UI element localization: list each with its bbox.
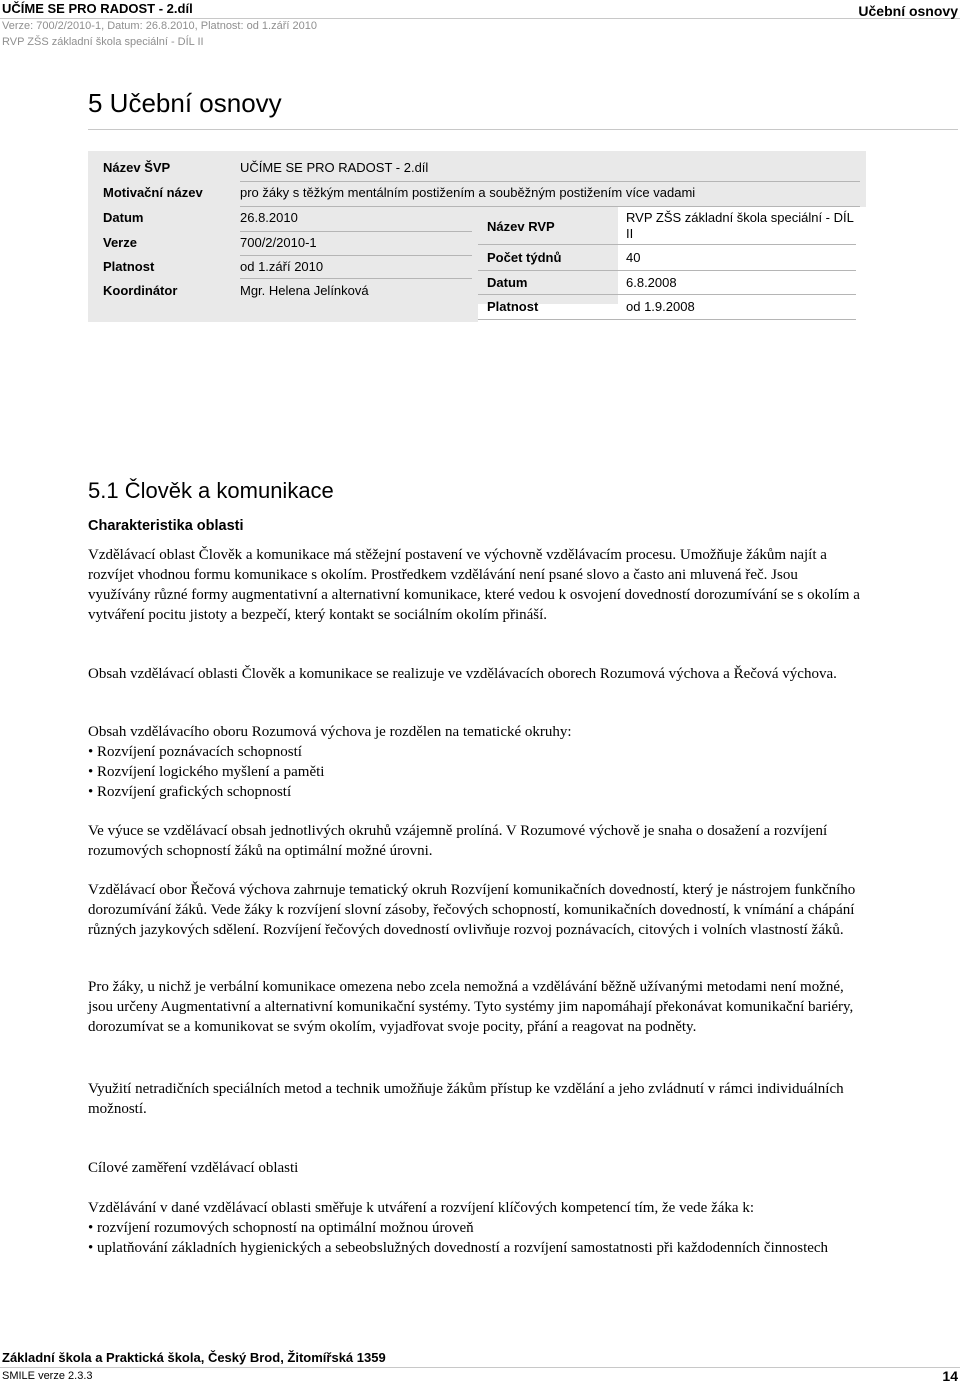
meta-value-koordinator: Mgr. Helena Jelínková — [240, 283, 369, 298]
rvp-value-datum: 6.8.2008 — [626, 275, 677, 290]
paragraph-heading: Cílové zaměření vzdělávací oblasti — [88, 1160, 299, 1176]
meta-divider — [240, 278, 472, 279]
header-rule — [0, 18, 960, 19]
list-item: • uplatňování základních hygienických a sebeobslužných dovedností a rozvíjení samostatnosti při každodenních činnostech — [88, 1238, 863, 1258]
header-document-title: UČÍME SE PRO RADOST - 2.díl — [2, 1, 193, 16]
meta-value-datum: 26.8.2010 — [240, 210, 298, 225]
meta-label-verze: Verze — [103, 235, 137, 250]
meta-value-motivacni-nazev: pro žáky s těžkým mentálním postižením a souběžným postižením více vadami — [240, 185, 696, 200]
meta-label-koordinator: Koordinátor — [103, 283, 178, 298]
paragraph-text: Vzdělávací oblast Člověk a komunikace má stěžejní postavení ve výchovně vzdělávacím procesu. Umožňuje žákům najít a rozvíjet vhodnou formu komunikace s okolím. Prostředkem vzdělávání není psané slovo a často ani mluvená řeč. Jsou využívány různé formy augmentativní a alternativní komunikace, které vedou k osvojení dovedností dorozumívání se s okolím a vytváření pocitu jistoty a bezpečí, který kontakt se sociálním okolím přináší. — [88, 547, 860, 623]
paragraph-vyuka — [88, 821, 863, 861]
meta-label-motivacni-nazev: Motivační název — [103, 185, 203, 200]
rvp-divider — [478, 319, 856, 320]
list-item: • Rozvíjení logického myšlení a paměti — [88, 762, 863, 782]
meta-divider — [240, 255, 472, 256]
meta-label-datum: Datum — [103, 210, 144, 225]
meta-value-nazev-svp: UČÍME SE PRO RADOST - 2.díl — [240, 160, 429, 175]
rvp-label-nazev: Název RVP — [487, 219, 555, 234]
section-title: 5.1 Člověk a komunikace — [88, 478, 334, 503]
paragraph-recova-vychova — [88, 880, 863, 940]
paragraph-text: Vzdělávací obor Řečová výchova zahrnuje tematický okruh Rozvíjení komunikačních dovedností, který je nástrojem funkčního dorozumívání žáků. Vede žáky k rozvíjení slovní zásoby, řečových schopností, komunikačních dovedností, k vnímání a chápání různých jazykových sdělení. Rozvíjení řečových dovedností ovlivňuje rozvoj poznávacích, citových i volních vlastností žáků. — [88, 882, 856, 938]
meta-label-platnost: Platnost — [103, 259, 155, 274]
paragraph-rozumova-vychova — [88, 722, 863, 802]
rvp-metadata-box — [478, 207, 866, 322]
header-rvp-info: RVP ZŠS základní škola speciální - DÍL II — [2, 36, 204, 48]
rvp-divider — [478, 294, 856, 295]
rvp-value-platnost: od 1.9.2008 — [626, 299, 695, 314]
heading-cilove-zamereni — [88, 1158, 863, 1178]
paragraph-text: Obsah vzdělávací oblasti Člověk a komunikace se realizuje ve vzdělávacích oborech Rozumová výchova a Řečová výchova. — [88, 666, 837, 682]
rvp-divider — [478, 244, 856, 245]
list-item: • rozvíjení rozumových schopností na optimální možnou úroveň — [88, 1218, 863, 1238]
footer-rule — [0, 1367, 960, 1368]
paragraph-metody — [88, 1079, 863, 1119]
meta-value-platnost: od 1.září 2010 — [240, 259, 324, 274]
footer-school-name: Základní škola a Praktická škola, Český Brod, Žitomířská 1359 — [2, 1350, 386, 1365]
paragraph-text: Obsah vzdělávacího oboru Rozumová výchova je rozdělen na tematické okruhy: — [88, 724, 572, 740]
meta-divider — [240, 181, 860, 182]
rvp-label-datum: Datum — [487, 275, 528, 290]
paragraph-aak — [88, 977, 863, 1037]
meta-label-nazev-svp: Název ŠVP — [103, 160, 171, 175]
footer-version: SMILE verze 2.3.3 — [2, 1370, 93, 1382]
meta-divider — [240, 231, 472, 232]
page-number: 14 — [942, 1368, 958, 1384]
rvp-divider — [478, 270, 856, 271]
svp-metadata-box — [88, 151, 866, 322]
chapter-title: 5 Učební osnovy — [88, 88, 282, 118]
paragraph-text: Ve výuce se vzdělávací obsah jednotlivých okruhů vzájemně prolíná. V Rozumové výchově je snaha o dosažení a rozvíjení rozumových schopností žáků na optimální možné úrovni. — [88, 823, 828, 859]
chapter-rule — [88, 129, 958, 130]
list-item: • Rozvíjení grafických schopností — [88, 782, 863, 802]
paragraph-text: Využití netradičních speciálních metod a technik umožňuje žákům přístup ke vzdělání a jeho zvládnutí v rámci individuálních možností. — [88, 1081, 844, 1117]
rvp-label-platnost: Platnost — [487, 299, 539, 314]
paragraph-oblast — [88, 664, 863, 684]
meta-value-verze: 700/2/2010-1 — [240, 235, 317, 250]
paragraph-text: Vzdělávání v dané vzdělávací oblasti směřuje k utváření a rozvíjení klíčových kompetencí tím, že vede žáka k: — [88, 1200, 754, 1216]
section-subtitle: Charakteristika oblasti — [88, 518, 244, 534]
paragraph-intro — [88, 545, 863, 625]
paragraph-kompetence — [88, 1198, 863, 1258]
list-item: • Rozvíjení poznávacích schopností — [88, 742, 863, 762]
paragraph-text: Pro žáky, u nichž je verbální komunikace omezena nebo zcela nemožná a vzdělávání běžně užívanými metodami není možné, jsou určeny Augmentativní a alternativní komunikační systémy. Tyto systémy jim napomáhají překonávat komunikační bariéry, dorozumívat se a komunikovat se svým okolím, vyjadřovat svoje pocity, přání a reagovat na podněty. — [88, 979, 854, 1035]
rvp-value-nazev: RVP ZŠS základní škola speciální - DÍL II — [626, 210, 854, 241]
header-version-info: Verze: 700/2/2010-1, Datum: 26.8.2010, Platnost: od 1.září 2010 — [2, 20, 317, 32]
rvp-label-pocet-tydnu: Počet týdnů — [487, 250, 562, 265]
rvp-value-pocet-tydnu: 40 — [626, 250, 641, 265]
header-section-name: Učební osnovy — [858, 3, 958, 19]
